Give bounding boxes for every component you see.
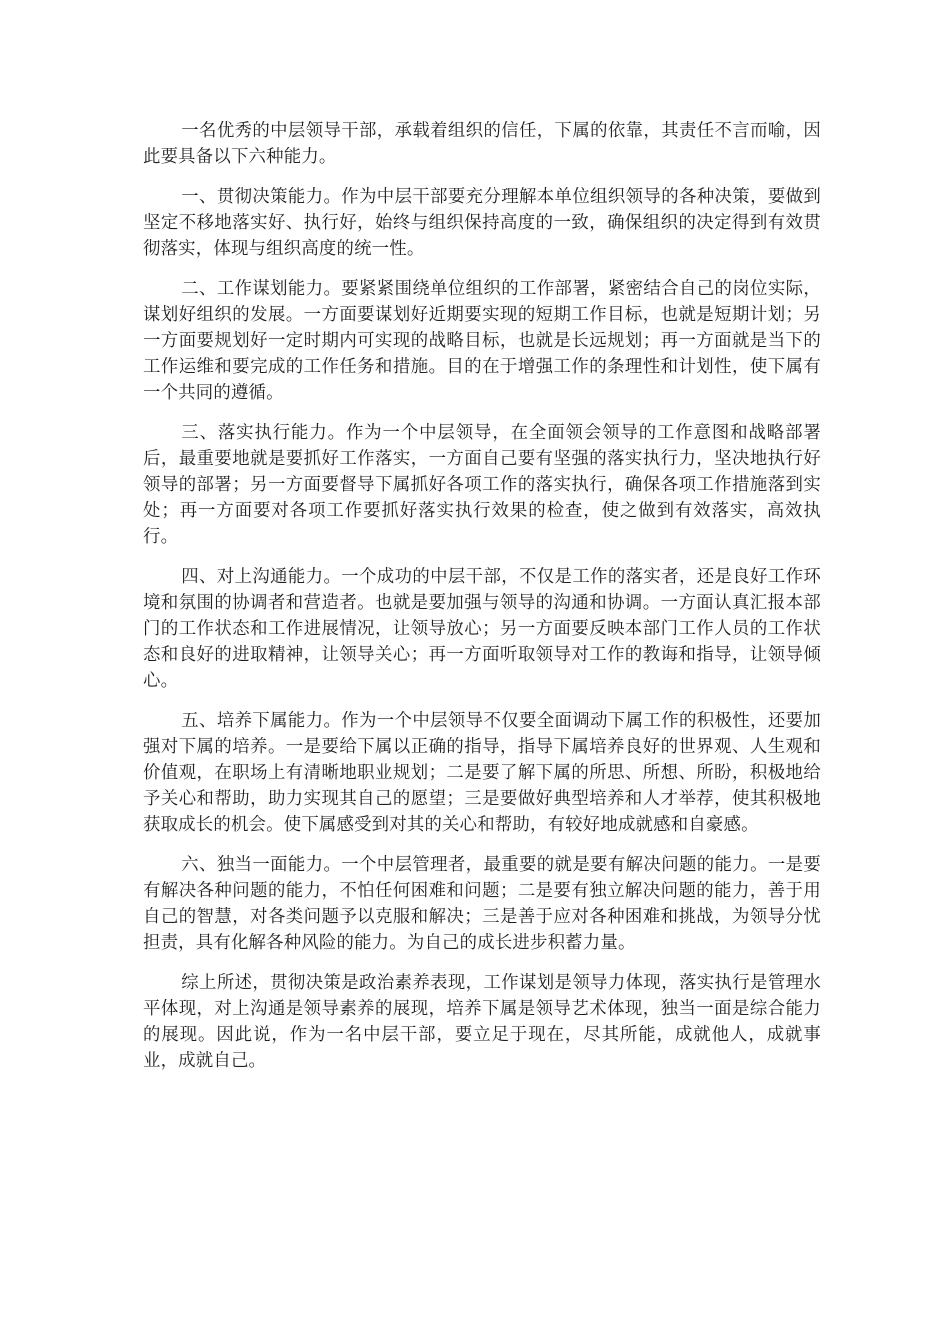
intro-paragraph: 一名优秀的中层领导干部，承载着组织的信任，下属的依靠，其责任不言而喻，因此要具备以下六种能力。 [143, 121, 821, 167]
paragraph-decision-execution: 一、贯彻决策能力。作为中层干部要充分理解本单位组织领导的各种决策，要做到坚定不移地落实好、执行好，始终与组织保持高度的一致，确保组织的决定得到有效贯彻落实，体现与组织高度的统一性。 [143, 187, 821, 259]
document-page [143, 118, 821, 1088]
paragraph-implementation: 三、落实执行能力。作为一个中层领导，在全面领会领导的工作意图和战略部署后，最重要地就是要抓好工作落实，一方面自己要有坚强的落实执行力，坚决地执行好领导的部署；另一方面要督导下属抓好各项工作的落实执行，确保各项工作措施落到实处；再一方面要对各项工作要抓好落实执行效果的检查，使之做到有效落实，高效执行。 [143, 423, 821, 547]
conclusion-paragraph: 综上所述，贯彻决策是政治素养表现，工作谋划是领导力体现，落实执行是管理水平体现，对上沟通是领导素养的展现，培养下属是领导艺术体现，独当一面是综合能力的展现。因此说，作为一名中层干部，要立足于现在，尽其所能，成就他人，成就事业，成就自己。 [143, 973, 821, 1071]
paragraph-subordinate-development: 五、培养下属能力。作为一个中层领导不仅要全面调动下属工作的积极性，还要加强对下属的培养。一是要给下属以正确的指导，指导下属培养良好的世界观、人生观和价值观，在职场上有清晰地职业规划；二是要了解下属的所思、所想、所盼，积极地给予关心和帮助，助力实现其自己的愿望；三是要做好典型培养和人才举荐，使其积极地获取成长的机会。使下属感受到对其的关心和帮助，有较好地成就感和自豪感。 [143, 711, 821, 835]
paragraph-upward-communication: 四、对上沟通能力。一个成功的中层干部，不仅是工作的落实者，还是良好工作环境和氛围的协调者和营造者。也就是要加强与领导的沟通和协调。一方面认真汇报本部门的工作状态和工作进展情况，让领导放心；另一方面要反映本部门工作人员的工作状态和良好的进取精神，让领导关心；再一方面听取领导对工作的教诲和指导，让领导倾心。 [143, 567, 821, 691]
paragraph-work-planning: 二、工作谋划能力。要紧紧围绕单位组织的工作部署，紧密结合自己的岗位实际，谋划好组织的发展。一方面要谋划好近期要实现的短期工作目标，也就是短期计划；另一方面要规划好一定时期内可实现的战略目标，也就是长远规划；再一方面就是当下的工作运维和要完成的工作任务和措施。目的在于增强工作的条理性和计划性，使下属有一个共同的遵循。 [143, 279, 821, 403]
paragraph-independence: 六、独当一面能力。一个中层管理者，最重要的就是要有解决问题的能力。一是要有解决各种问题的能力，不怕任何困难和问题；二是要有独立解决问题的能力，善于用自己的智慧，对各类问题予以克服和解决；三是善于应对各种困难和挑战，为领导分忧担责，具有化解各种风险的能力。为自己的成长进步积蓄力量。 [143, 855, 821, 953]
